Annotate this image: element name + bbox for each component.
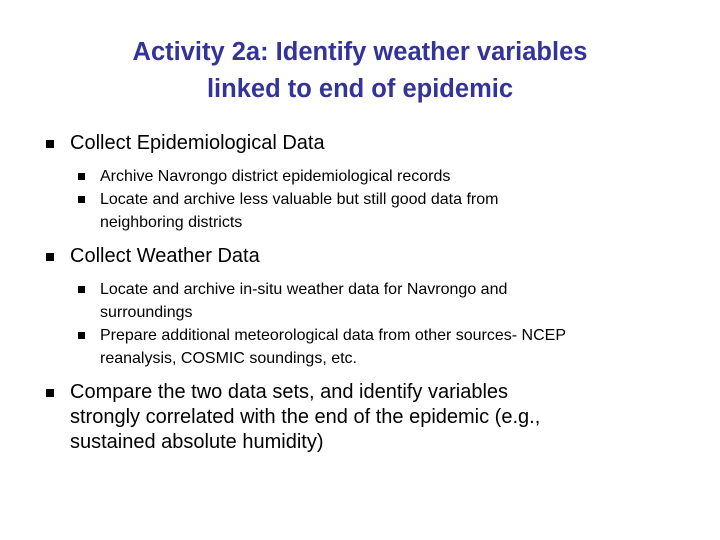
sub-bullet-text: reanalysis, COSMIC soundings, etc. [100,350,357,367]
bullet-text: Collect Weather Data [70,245,260,267]
bullet-text: strongly correlated with the end of the epidemic (e.g., [70,406,541,428]
sub-list-weather [0,278,720,370]
square-bullet-icon [46,389,54,397]
bullet-text: Compare the two data sets, and identify variables [70,381,509,403]
slide-body [0,131,720,455]
bullet-text: sustained absolute humidity) [70,431,324,453]
sub-bullet-text: Locate and archive less valuable but still good data from [100,191,499,208]
sub-bullet-item [0,188,720,234]
square-bullet-icon [78,196,85,203]
square-bullet-icon [78,332,85,339]
bullet-text: Collect Epidemiological Data [70,132,325,154]
square-bullet-icon [46,253,54,261]
sub-bullet-text: Locate and archive in-situ weather data for Navrongo and [100,281,508,298]
sub-bullet-item [0,278,720,324]
sub-bullet-text: surroundings [100,304,193,321]
bullet-item-compare [0,380,720,455]
bullet-item-weather [0,244,720,269]
sub-bullet-item [0,165,720,188]
sub-bullet-text: Prepare additional meteorological data from other sources- NCEP [100,327,567,344]
slide-title [40,34,680,108]
slide-title-line-1: Activity 2a: Identify weather variables [132,38,588,66]
square-bullet-icon [78,286,85,293]
sub-list-epidemiological [0,165,720,234]
sub-bullet-text: Archive Navrongo district epidemiological records [100,168,451,185]
sub-bullet-item [0,324,720,370]
square-bullet-icon [46,140,54,148]
square-bullet-icon [78,173,85,180]
sub-bullet-text: neighboring districts [100,214,243,231]
bullet-item-epidemiological [0,131,720,156]
slide-title-line-2: linked to end of epidemic [206,75,514,103]
